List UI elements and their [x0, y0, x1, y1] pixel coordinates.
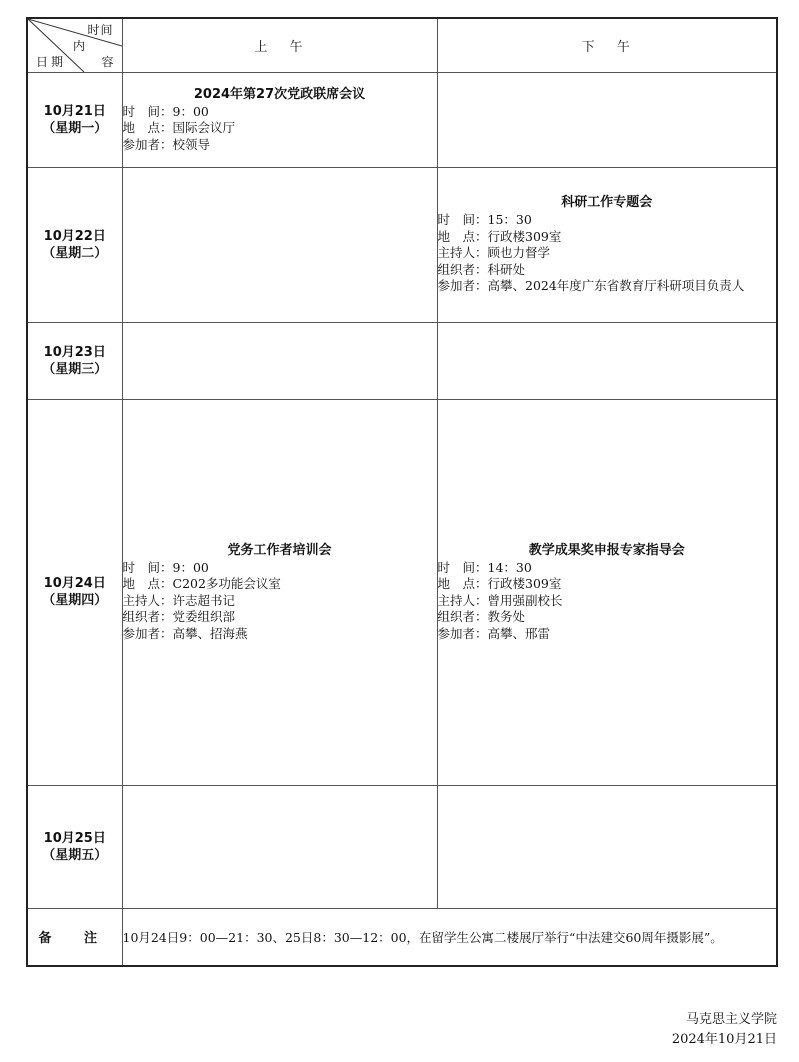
footer-date: 2024年10月21日	[671, 1032, 777, 1047]
corner-content-label-1: 内	[73, 39, 86, 53]
weekday-label: （星期一）	[42, 120, 108, 136]
schedule-sheet	[26, 17, 778, 967]
afternoon-cell	[437, 399, 776, 785]
event-location: 地 点：C202多功能会议室	[122, 576, 281, 592]
corner-content-label-2: 容	[101, 55, 114, 69]
event-participants: 参加者：高攀、2024年度广东省教育厅科研项目负责人	[437, 278, 745, 294]
afternoon-header: 下 午	[437, 19, 776, 72]
date-label: 10月21日	[43, 103, 106, 119]
day-row-4	[28, 399, 776, 785]
event-title: 教学成果奖申报专家指导会	[528, 542, 685, 558]
corner-date-label: 日期	[36, 55, 67, 69]
notes-row	[28, 908, 776, 965]
morning-cell	[122, 72, 437, 167]
event-host: 主持人：顾也力督学	[437, 245, 551, 261]
document-footer	[672, 1010, 777, 1050]
date-label: 10月23日	[43, 344, 106, 360]
afternoon-cell	[437, 167, 776, 322]
day-row-5	[28, 785, 776, 908]
header-row	[28, 19, 776, 72]
event-organizer: 组织者：科研处	[437, 261, 526, 277]
afternoon-cell	[437, 322, 776, 399]
weekday-label: （星期三）	[42, 361, 108, 377]
event-time: 时 间：15：30	[437, 212, 532, 228]
morning-cell	[122, 399, 437, 785]
weekly-schedule-table	[28, 19, 776, 965]
day-row-3	[28, 322, 776, 399]
event-title: 科研工作专题会	[561, 195, 653, 211]
corner-time-label: 时间	[87, 23, 114, 37]
notes-label: 备 注	[28, 908, 122, 965]
header-corner-cell	[28, 19, 122, 72]
date-cell	[28, 72, 122, 167]
event-time: 时 间：9：00	[122, 103, 209, 119]
event-participants: 参加者：高攀、招海燕	[122, 625, 248, 641]
date-cell	[28, 399, 122, 785]
weekday-label: （星期五）	[42, 847, 108, 863]
date-label: 10月24日	[43, 576, 106, 591]
event-location: 地 点：国际会议厅	[122, 120, 236, 136]
event-participants: 参加者：高攀、邢雷	[437, 625, 551, 641]
day-row-1	[28, 72, 776, 167]
event-organizer: 组织者：教务处	[437, 609, 526, 625]
weekday-label: （星期二）	[42, 245, 108, 261]
date-cell	[28, 167, 122, 322]
event-time: 时 间：9：00	[122, 559, 209, 575]
notes-text: 10月24日9：00—21：30、25日8：30—12：00，在留学生公寓二楼展厅举行“中法建交60周年摄影展”。	[122, 908, 776, 965]
event-organizer: 组织者：党委组织部	[122, 609, 236, 625]
date-label: 10月22日	[43, 228, 106, 244]
event-time: 时 间：14：30	[437, 559, 532, 575]
morning-cell	[122, 167, 437, 322]
day-row-2	[28, 167, 776, 322]
morning-header: 上 午	[122, 19, 437, 72]
event-host: 主持人：曾用强副校长	[437, 592, 563, 608]
date-label: 10月25日	[43, 830, 106, 846]
afternoon-cell	[437, 72, 776, 167]
event-host: 主持人：许志超书记	[122, 592, 236, 608]
morning-cell	[122, 322, 437, 399]
event-location: 地 点：行政楼309室	[437, 228, 562, 244]
footer-organization: 马克思主义学院	[685, 1012, 777, 1027]
weekday-label: （星期四）	[42, 593, 108, 608]
event-participants: 参加者：校领导	[122, 136, 211, 152]
date-cell	[28, 322, 122, 399]
date-cell	[28, 785, 122, 908]
event-title: 党务工作者培训会	[227, 542, 332, 558]
afternoon-cell	[437, 785, 776, 908]
event-location: 地 点：行政楼309室	[437, 576, 562, 592]
morning-cell	[122, 785, 437, 908]
event-title: 2024年第27次党政联席会议	[193, 86, 366, 102]
